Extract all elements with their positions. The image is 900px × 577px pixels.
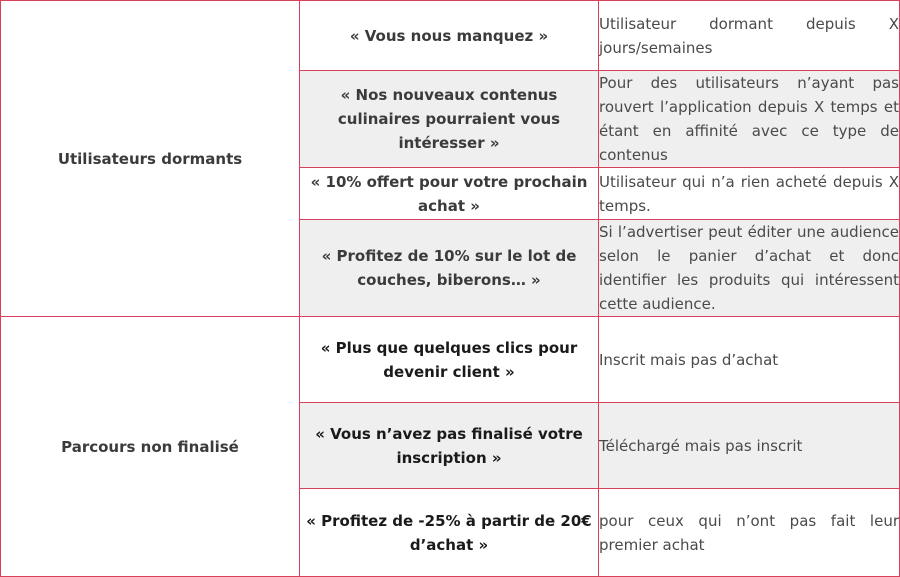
- message-cell: « Vous n’avez pas finalisé votre inscription »: [300, 403, 599, 489]
- description-cell: Inscrit mais pas d’achat: [599, 317, 900, 403]
- group-label-unfinished-journey: Parcours non finalisé: [1, 317, 300, 577]
- message-cell: « Vous nous manquez »: [300, 1, 599, 71]
- description-cell: pour ceux qui n’ont pas fait leur premier achat: [599, 489, 900, 577]
- group-label-dormant-users: Utilisateurs dormants: [1, 1, 300, 317]
- description-cell: Utilisateur qui n’a rien acheté depuis X temps.: [599, 168, 900, 220]
- description-cell: Si l’advertiser peut éditer une audience selon le panier d’achat et donc identifier les produits qui intéressent cette audience.: [599, 220, 900, 317]
- message-cell: « Plus que quelques clics pour devenir client »: [300, 317, 599, 403]
- message-cell: « 10% offert pour votre prochain achat »: [300, 168, 599, 220]
- description-cell: Utilisateur dormant depuis X jours/semaines: [599, 1, 900, 71]
- table-row: [1, 317, 900, 403]
- message-cell: « Profitez de 10% sur le lot de couches, biberons… »: [300, 220, 599, 317]
- table-row: [1, 1, 900, 71]
- description-cell: Téléchargé mais pas inscrit: [599, 403, 900, 489]
- description-cell: Pour des utilisateurs n’ayant pas rouvert l’application depuis X temps et étant en affinité avec ce type de contenus: [599, 71, 900, 168]
- message-cell: « Profitez de -25% à partir de 20€ d’achat »: [300, 489, 599, 577]
- message-cell: « Nos nouveaux contenus culinaires pourraient vous intéresser »: [300, 71, 599, 168]
